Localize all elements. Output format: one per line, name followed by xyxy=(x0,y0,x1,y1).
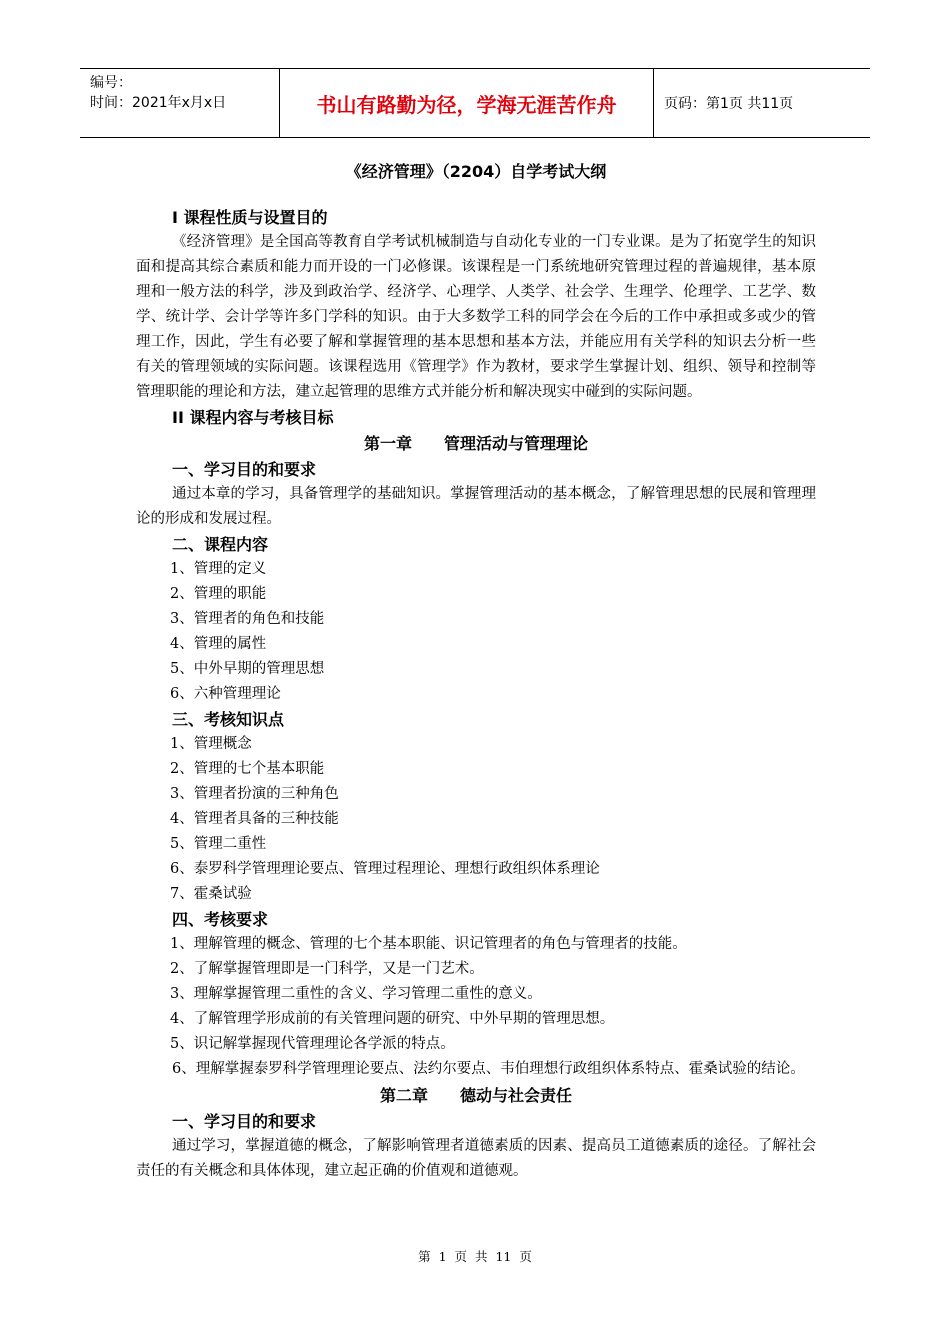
list-item: 1、理解管理的概念、管理的七个基本职能、识记管理者的角色与管理者的技能。 xyxy=(170,936,687,952)
list-item: 2、管理的七个基本职能 xyxy=(170,761,325,777)
list-item: 6、理解掌握泰罗科学管理理论要点、法约尔要点、韦伯理想行政组织体系特点、霍桑试验的结论。 xyxy=(172,1061,805,1077)
course-nature-paragraph: 《经济管理》是全国高等教育自学考试机械制造与自动化专业的一门专业课。是为了拓宽学生的知识面和提高其综合素质和能力而开设的一门必修课。该课程是一门系统地研究管理过程的普遍规律，基本原理和一般方法的科学，涉及到政治学、经济学、心理学、人类学、社会学、生理学、伦理学、工艺学、数学、统计学、会计学等许多门学科的知识。由于大多数学工科的同学会在今后的工作中承担或多或少的管理工作，因此，学生有必要了解和掌握管理的基本思想和基本方法，并能应用有关学科的知识去分析一些有关的管理领域的实际问题。该课程选用《管理学》作为教材，要求学生掌握计划、组织、领导和控制等管理职能的理论和方法，建立起管理的思维方式并能分析和解决现实中碰到的实际问题。 xyxy=(136,234,816,400)
ch1-goals-text: 通过本章的学习，具备管理学的基础知识。掌握管理活动的基本概念，了解管理思想的民展和管理理论的形成和发展过程。 xyxy=(136,486,816,527)
chapter-1-name: 管理活动与管理理论 xyxy=(444,434,589,453)
serial-label: 编号： xyxy=(90,75,132,91)
list-item: 3、管理者扮演的三种角色 xyxy=(170,786,339,802)
list-item: 2、了解掌握管理即是一门科学，又是一门艺术。 xyxy=(170,961,484,977)
section-heading-course-nature: I 课程性质与设置目的 xyxy=(172,208,328,227)
document-title: 《经济管理》（2204）自学考试大纲 xyxy=(345,162,607,181)
ch1-requirements-heading: 四、考核要求 xyxy=(172,910,269,929)
chapter-1-heading xyxy=(136,430,816,457)
ch1-goals-heading: 一、学习目的和要求 xyxy=(172,460,317,479)
ch2-goals-text: 通过学习，掌握道德的概念，了解影响管理者道德素质的因素、提高员工道德素质的途径。了解社会责任的有关概念和具体体现，建立起正确的价值观和道德观。 xyxy=(136,1138,816,1179)
ch1-content-heading: 二、课程内容 xyxy=(172,535,269,554)
time-label: 时间：2021年x月x日 xyxy=(90,95,227,111)
list-item: 5、中外早期的管理思想 xyxy=(170,661,325,677)
chapter-1-number: 第一章 xyxy=(363,434,412,453)
header-meta-cell xyxy=(80,69,280,137)
list-item: 3、管理者的角色和技能 xyxy=(170,611,325,627)
list-item: 1、管理概念 xyxy=(170,736,252,752)
list-item: 4、管理的属性 xyxy=(170,636,267,652)
list-item: 4、管理者具备的三种技能 xyxy=(170,811,339,827)
list-item: 6、六种管理理论 xyxy=(170,686,281,702)
header-motto: 书山有路勤为径，学海无涯苦作舟 xyxy=(280,69,654,137)
chapter-2-name: 德动与社会责任 xyxy=(460,1086,573,1105)
section-heading-course-content: II 课程内容与考核目标 xyxy=(172,408,334,427)
list-item: 3、理解掌握管理二重性的含义、学习管理二重性的意义。 xyxy=(170,986,542,1002)
header-table xyxy=(80,68,870,138)
page-footer: 第 1 页 共 11 页 xyxy=(418,1249,532,1264)
ch1-points-heading: 三、考核知识点 xyxy=(172,710,285,729)
chapter-2-heading xyxy=(136,1082,816,1109)
list-item: 5、识记解掌握现代管理理论各学派的特点。 xyxy=(170,1036,455,1052)
list-item: 4、了解管理学形成前的有关管理问题的研究、中外早期的管理思想。 xyxy=(170,1011,615,1027)
chapter-2-number: 第二章 xyxy=(379,1086,428,1105)
list-item: 2、管理的职能 xyxy=(170,586,267,602)
list-item: 6、泰罗科学管理理论要点、管理过程理论、理想行政组织体系理论 xyxy=(170,861,600,877)
header-page-info: 页码：第1页 共11页 xyxy=(664,96,794,112)
list-item: 7、霍桑试验 xyxy=(170,886,252,902)
document-body xyxy=(136,155,816,1184)
list-item: 5、管理二重性 xyxy=(170,836,267,852)
list-item: 1、管理的定义 xyxy=(170,561,267,577)
ch2-goals-heading: 一、学习目的和要求 xyxy=(172,1112,317,1131)
